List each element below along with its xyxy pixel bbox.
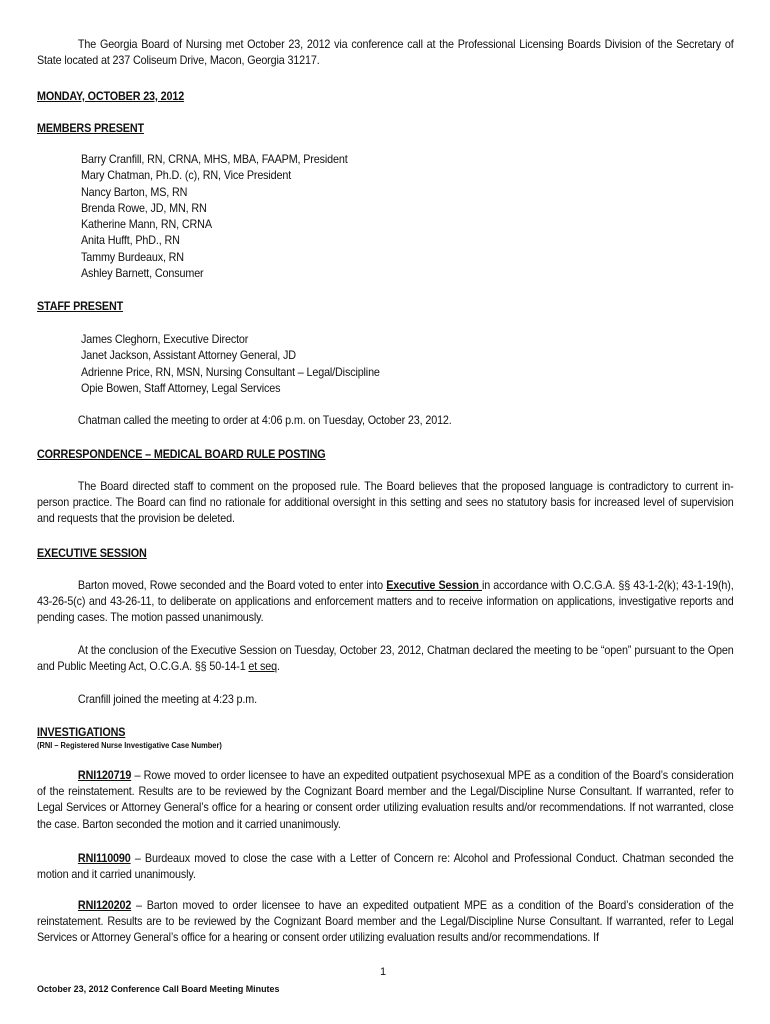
executive-session-text-cont: in accordance with O.C.G.A. §§ 43-1-2(k); 43-1-19(h), 43-26-5(c) and 43-26-11, to deliberate on applications and enforcement matters and to receive information on applications, investigative reports and pending cases. The motion passed unanimously.	[37, 579, 734, 625]
intro-paragraph: The Georgia Board of Nursing met October 23, 2012 via conference call at the Professional Licensing Boards Division of the Secretary of State located at 237 Coliseum Drive, Macon, Georgia 31217.	[37, 38, 734, 68]
case-text: – Rowe moved to order licensee to have an expedited outpatient psychosexual MPE as a condition of the Board’s consideration of the reinstatement. Results are to be reviewed by the Cognizant Board member and the Legal/Discipline Nurse Consultant. If warranted, refer to Legal Services or Attorney General’s office for a hearing or consent order utilizing evaluation results and/or recommendations. If not warranted, close the case. Barton seconded the motion and it carried unanimously.	[37, 769, 734, 831]
open-meeting-paragraph	[37, 643, 734, 675]
investigations-heading: INVESTIGATIONS	[37, 726, 126, 739]
investigations-note: (RNI – Registered Nurse Investigative Case Number)	[37, 741, 222, 750]
members-list	[81, 152, 348, 282]
correspondence-paragraph: The Board directed staff to comment on the proposed rule. The Board believes that the proposed language is contradictory to current in-person practice. The Board can find no rationale for additional oversight in this setting and sees no statutory basis for increased level of supervision and requests that the provision be deleted.	[37, 480, 734, 526]
member-item: Mary Chatman, Ph.D. (c), RN, Vice President	[81, 169, 292, 183]
case-text: – Barton moved to order licensee to have an expedited outpatient MPE as a condition of the Board’s consideration of the reinstatement. Results are to be reviewed by the Cognizant Board member and the Legal/Discipline Nurse Consultant. If warranted, refer to Legal Services or Attorney General’s office for a hearing or consent order utilizing evaluation results and/or recommendations. If	[37, 899, 734, 945]
staff-item: James Cleghorn, Executive Director	[81, 333, 249, 346]
footer-text: October 23, 2012 Conference Call Board Meeting Minutes	[37, 984, 280, 995]
staff-item: Opie Bowen, Staff Attorney, Legal Services	[81, 381, 281, 395]
members-heading: MEMBERS PRESENT	[37, 122, 144, 135]
member-item: Nancy Barton, MS, RN	[81, 185, 188, 199]
page-number: 1	[380, 966, 387, 978]
case-text: – Burdeaux moved to close the case with a Letter of Concern re: Alcohol and Professional Conduct. Chatman seconded the motion and it carried unanimously.	[37, 852, 734, 882]
staff-list	[81, 332, 380, 397]
call-to-order-text: Chatman called the meeting to order at 4:06 p.m. on Tuesday, October 23, 2012.	[77, 414, 452, 427]
member-item: Katherine Mann, RN, CRNA	[81, 218, 212, 232]
member-item: Brenda Rowe, JD, MN, RN	[81, 201, 207, 215]
member-item: Barry Cranfill, RN, CRNA, MHS, MBA, FAAPM, President	[81, 153, 348, 166]
executive-session-heading: EXECUTIVE SESSION	[37, 547, 147, 560]
member-item: Ashley Barnett, Consumer	[81, 267, 204, 281]
case-number: RNI110090	[77, 852, 131, 865]
staff-item: Adrienne Price, RN, MSN, Nursing Consultant – Legal/Discipline	[81, 365, 380, 379]
open-meeting-text: At the conclusion of the Executive Session on Tuesday, October 23, 2012, Chatman declared the meeting to be “open” pursuant to the Open and Public Meeting Act, O.C.G.A. §§ 50-14-1	[37, 644, 734, 674]
member-item: Anita Hufft, PhD., RN	[81, 234, 180, 248]
cranfill-joined-text: Cranfill joined the meeting at 4:23 p.m.	[77, 693, 257, 706]
case-number: RNI120202	[77, 899, 132, 912]
executive-session-term: Executive Session	[386, 579, 483, 592]
et-seq-term: et seq	[248, 660, 277, 674]
open-meeting-text-end: .	[276, 660, 280, 674]
case-number: RNI120719	[77, 769, 132, 782]
executive-session-paragraph	[37, 578, 734, 627]
case-paragraph	[37, 851, 734, 883]
case-paragraph	[37, 768, 734, 833]
date-heading: MONDAY, OCTOBER 23, 2012	[37, 90, 185, 103]
case-paragraph	[37, 898, 734, 947]
executive-session-text: Barton moved, Rowe seconded and the Board voted to enter into	[77, 579, 387, 592]
member-item: Tammy Burdeaux, RN	[81, 250, 184, 264]
correspondence-heading: CORRESPONDENCE – MEDICAL BOARD RULE POSTING	[37, 448, 326, 461]
staff-item: Janet Jackson, Assistant Attorney General, JD	[81, 349, 296, 363]
staff-heading: STAFF PRESENT	[37, 300, 124, 313]
